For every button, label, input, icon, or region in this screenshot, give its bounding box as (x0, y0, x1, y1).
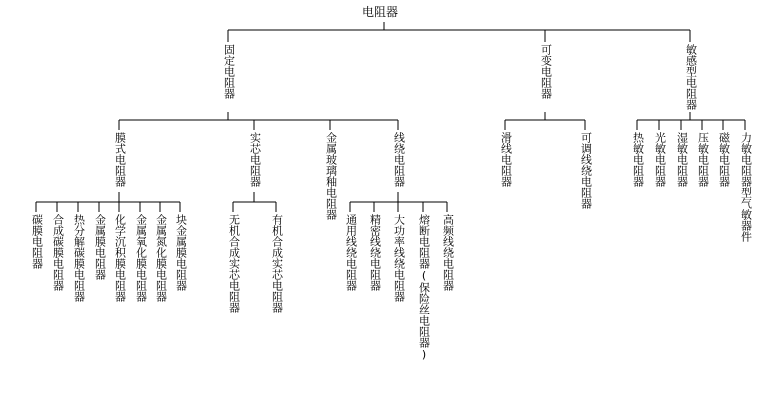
node-chemical-deposition-film-resistor: 化学沉积膜电阻器 (113, 214, 127, 302)
node-fixed-resistor: 固定电阻器 (222, 44, 236, 99)
node-carbon-film-resistor: 碳膜电阻器 (30, 214, 44, 269)
node-synthetic-carbon-film-resistor: 合成碳膜电阻器 (51, 214, 65, 291)
node-root: 电阻器 (362, 5, 399, 19)
node-adjustable-wirewound-resistor: 可调线绕电阻器 (579, 132, 593, 209)
node-magnetoresistor: 磁敏电阻器 (717, 132, 731, 187)
node-varistor: 压敏电阻器 (696, 132, 710, 187)
node-metal-glass-glaze-resistor: 金属玻璃釉电阻器 (324, 132, 338, 220)
node-general-purpose-wirewound-resistor: 通用线绕电阻器 (344, 214, 358, 291)
node-metal-nitride-film-resistor: 金属氮化膜电阻器 (154, 214, 168, 302)
node-sliding-wire-resistor: 滑线电阻器 (499, 132, 513, 187)
node-metal-film-resistor: 金属膜电阻器 (93, 214, 107, 280)
node-photoresistor: 光敏电阻器 (653, 132, 667, 187)
node-fusible-resistor: 熔断电阻器(保险丝电阻器) (417, 214, 431, 361)
node-metal-oxide-film-resistor: 金属氧化膜电阻器 (134, 214, 148, 302)
node-thermistor: 热敏电阻器 (631, 132, 645, 187)
node-solid-core-resistor: 实芯电阻器 (248, 132, 262, 187)
node-force-sensitive-gas-sensitive-device: 力敏电阻器型气敏器件 (739, 132, 753, 242)
node-high-frequency-wirewound-resistor: 高频线绕电阻器 (441, 214, 455, 291)
node-sensitive-resistor: 敏感型电阻器 (684, 44, 698, 110)
node-bulk-metal-film-resistor: 块金属膜电阻器 (174, 214, 188, 291)
node-pyrolytic-carbon-film-resistor: 热分解碳膜电阻器 (72, 214, 86, 302)
node-humidity-sensitive-resistor: 湿敏电阻器 (675, 132, 689, 187)
node-wirewound-resistor: 线绕电阻器 (392, 132, 406, 187)
node-precision-wirewound-resistor: 精密线绕电阻器 (368, 214, 382, 291)
node-inorganic-solid-core-resistor: 无机合成实芯电阻器 (227, 214, 241, 313)
node-film-resistor: 膜式电阻器 (113, 132, 127, 187)
node-organic-solid-core-resistor: 有机合成实芯电阻器 (270, 214, 284, 313)
node-variable-resistor: 可变电阻器 (539, 44, 553, 99)
node-high-power-wirewound-resistor: 大功率线绕电阻器 (392, 214, 406, 302)
